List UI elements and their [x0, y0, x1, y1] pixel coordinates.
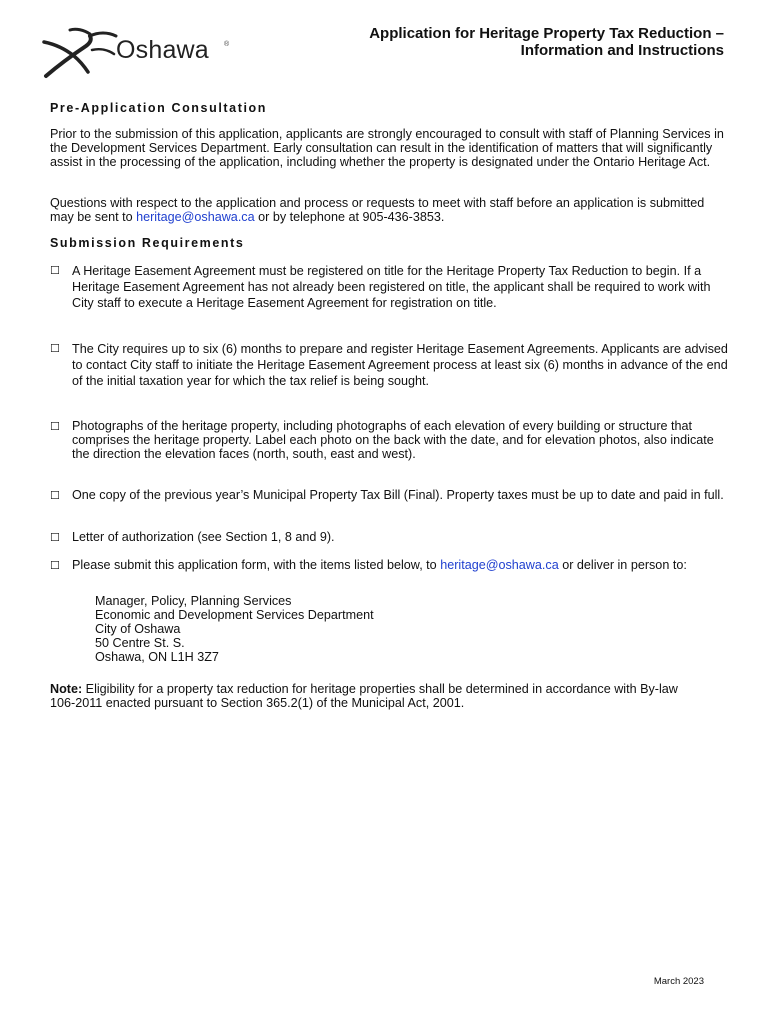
questions-text: Questions with respect to the application and process or requests to meet with staff before an application is submitted may be sent to — [50, 196, 705, 224]
heritage-email-link[interactable]: heritage@oshawa.ca — [440, 558, 559, 572]
address-line: Manager, Policy, Planning Services — [95, 594, 292, 608]
heritage-email-link[interactable]: heritage@oshawa.ca — [136, 210, 255, 224]
address-line: City of Oshawa — [95, 622, 181, 636]
registered-mark: ® — [224, 41, 230, 48]
note-text: Eligibility for a property tax reduction for heritage properties shall be determined in accordance with By-law 106-2011 enacted pursuant to Section 365.2(1) of the Municipal Act, 2001. — [50, 682, 678, 710]
pre-application-paragraph: Prior to the submission of this application, applicants are strongly encouraged to consult with staff of Planning Services in the Development Services Department. Early consultation can result in the identification of matters that will significantly assist in the processing of the application, including whether the property is designated under the Ontario Heritage Act. — [50, 127, 724, 169]
title-line-1: Application for Heritage Property Tax Reduction – — [369, 25, 724, 42]
pre-application-heading: Pre-Application Consultation — [50, 101, 268, 115]
logo-wordmark: Oshawa — [116, 36, 209, 64]
oshawa-logo — [40, 24, 240, 80]
submit-text: Please submit this application form, with the items listed below, to — [72, 558, 441, 572]
title-line-2: Information and Instructions — [520, 42, 724, 59]
questions-phone-text: or by telephone at 905-436-3853. — [254, 210, 445, 224]
checkbox-icon[interactable]: ☐ — [50, 531, 60, 544]
note-label: Note: — [50, 682, 83, 696]
address-line: Economic and Development Services Department — [95, 608, 374, 622]
checkbox-icon[interactable]: ☐ — [50, 420, 60, 433]
requirement-text: Letter of authorization (see Section 1, 8 and 9). — [72, 530, 335, 544]
address-line: 50 Centre St. S. — [95, 636, 185, 650]
requirement-text: A Heritage Easement Agreement must be registered on title for the Heritage Property Tax Reduction to begin. If a Heritage Easement Agreement has not already been registered on title, the applicant shall be required to work with City staff to execute a Heritage Easement Agreement for registration on title. — [72, 264, 711, 311]
oshawa-swirl-logo-icon — [40, 24, 120, 80]
submission-requirements-heading: Submission Requirements — [50, 236, 245, 250]
eligibility-note — [50, 682, 690, 710]
requirement-text: One copy of the previous year’s Municipal Property Tax Bill (Final). Property taxes must be up to date and paid in full. — [72, 488, 724, 502]
checkbox-icon[interactable]: ☐ — [50, 489, 60, 502]
checkbox-icon[interactable]: ☐ — [50, 559, 60, 572]
deliver-text: or deliver in person to: — [558, 558, 687, 572]
page-title — [369, 25, 724, 59]
requirement-text: Photographs of the heritage property, including photographs of each elevation of every building or structure that comprises the heritage property. Label each photo on the back with the date, and for elevation photos, also indicate the direction the elevation faces (north, south, east and west). — [72, 419, 714, 461]
revision-date: March 2023 — [653, 976, 704, 987]
checkbox-icon[interactable]: ☐ — [50, 264, 60, 277]
requirement-text — [72, 558, 728, 572]
address-line: Oshawa, ON L1H 3Z7 — [95, 650, 219, 664]
questions-paragraph — [50, 196, 730, 224]
requirement-text: The City requires up to six (6) months to prepare and register Heritage Easement Agreements. Applicants are advised to contact City staff to initiate the Heritage Easement Agreement process at least six (6) months in advance of the end of the initial taxation year for which the tax relief is being sought. — [72, 342, 728, 389]
mailing-address — [95, 594, 374, 664]
checkbox-icon[interactable]: ☐ — [50, 342, 60, 355]
